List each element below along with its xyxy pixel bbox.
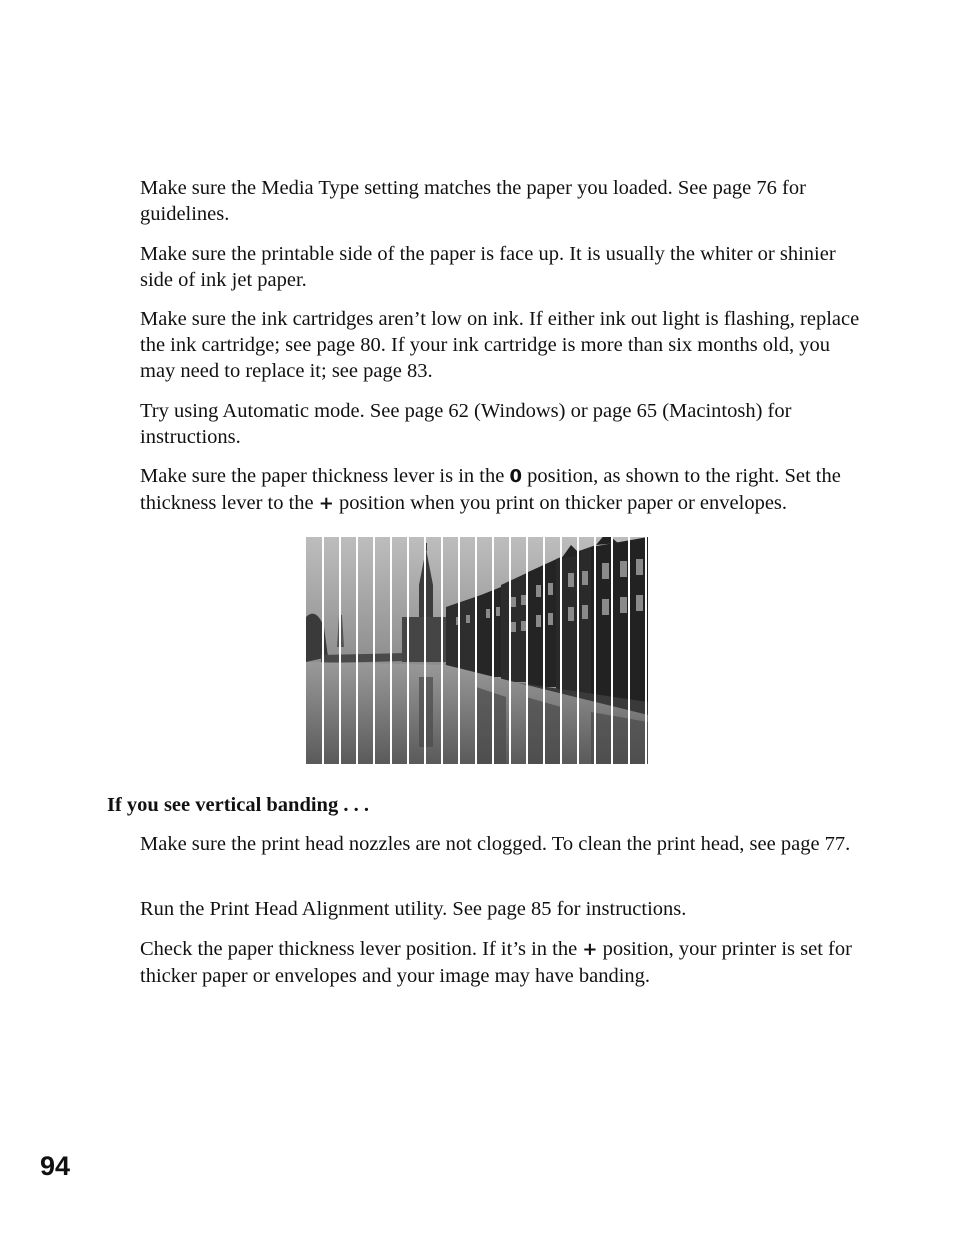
paragraph-media-type: Make sure the Media Type setting matches the paper you loaded. See page 76 for guidelines. — [140, 177, 806, 225]
paragraph-print-head-nozzles: Make sure the print head nozzles are not clogged. To clean the print head, see page 77. — [140, 833, 851, 855]
paragraph-automatic-mode: Try using Automatic mode. See page 62 (Windows) or page 65 (Macintosh) for instructions. — [140, 400, 792, 448]
section-heading-vertical-banding: If you see vertical banding . . . — [107, 794, 369, 816]
vertical-banding-example-photo — [306, 537, 648, 764]
paragraph-check-thickness-lever — [140, 936, 860, 989]
paragraph-text-part: position, as shown to the right. Set the thickness lever to the — [140, 465, 841, 514]
paragraph-text-part: position, your printer is set for thicker paper or envelopes and your image may have banding. — [140, 938, 852, 987]
plus-position-symbol: + — [582, 939, 598, 960]
plus-position-symbol: + — [318, 493, 334, 514]
zero-position-symbol: 0 — [509, 466, 522, 487]
paragraph-text-part: Make sure the paper thickness lever is in the — [140, 465, 510, 487]
page-number: 94 — [40, 1151, 71, 1181]
paragraph-print-head-alignment: Run the Print Head Alignment utility. See page 85 for instructions. — [140, 898, 687, 920]
paragraph-ink-cartridges: Make sure the ink cartridges aren’t low on ink. If either ink out light is flashing, replace the ink cartridge; see page 80. If your ink cartridge is more than six months old, you may need to replace it; see page 83. — [140, 308, 860, 382]
paragraph-text-part: Check the paper thickness lever position. If it’s in the — [140, 938, 583, 960]
canal-street-image — [306, 537, 648, 764]
paragraph-thickness-lever — [140, 463, 860, 517]
paragraph-text-part: position when you print on thicker paper or envelopes. — [333, 492, 788, 514]
paragraph-printable-side: Make sure the printable side of the paper is face up. It is usually the whiter or shinier side of ink jet paper. — [140, 243, 836, 291]
